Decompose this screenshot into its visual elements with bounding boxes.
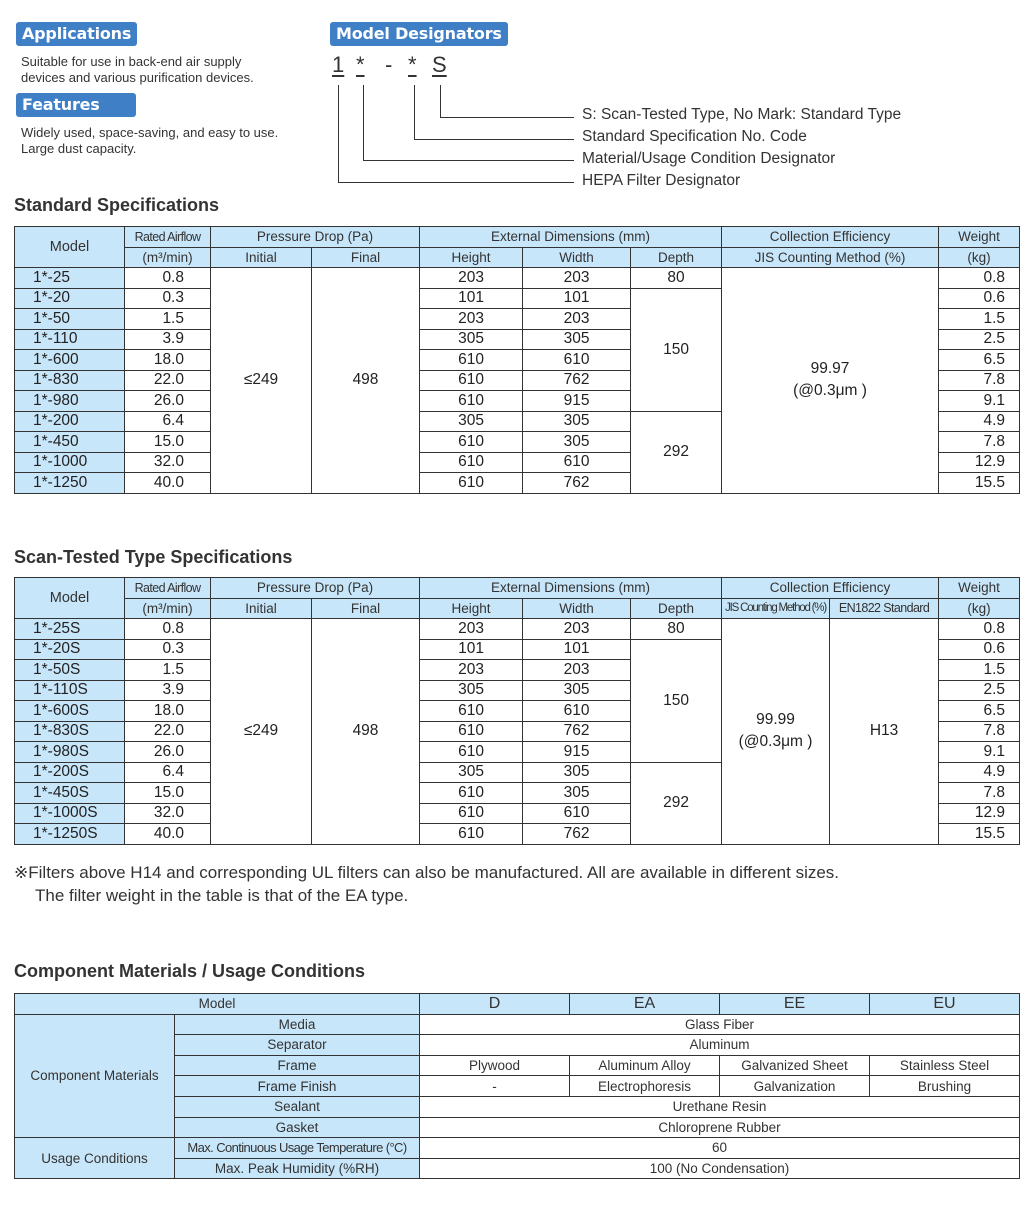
row-label-frame-finish: Frame Finish <box>175 1076 420 1097</box>
header-jis-method: JIS Counting Method (%) <box>722 598 830 619</box>
width-cell: 762 <box>523 824 631 845</box>
model-cell: 1*-1000 <box>15 452 125 473</box>
height-cell: 610 <box>420 803 523 824</box>
row-label-frame: Frame <box>175 1055 420 1076</box>
model-cell: 1*-1000S <box>15 803 125 824</box>
header-external-dimensions: External Dimensions (mm) <box>420 578 722 599</box>
width-cell: 915 <box>523 391 631 412</box>
airflow-cell: 15.0 <box>125 783 211 804</box>
header-width: Width <box>523 598 631 619</box>
height-cell: 610 <box>420 452 523 473</box>
airflow-cell: 26.0 <box>125 391 211 412</box>
weight-cell: 2.5 <box>939 329 1020 350</box>
designator-legend-series: HEPA Filter Designator <box>582 172 741 189</box>
header-collection-efficiency: Collection Efficiency <box>722 227 939 248</box>
height-cell: 610 <box>420 701 523 722</box>
standard-specs-table <box>14 226 1020 494</box>
model-cell: 1*-50 <box>15 309 125 330</box>
weight-cell: 1.5 <box>939 309 1020 330</box>
usage-conditions-group: Usage Conditions <box>15 1138 175 1179</box>
height-cell: 101 <box>420 288 523 309</box>
width-cell: 610 <box>523 803 631 824</box>
depth-cell: 292 <box>631 411 722 493</box>
model-cell: 1*-25 <box>15 268 125 289</box>
model-cell: 1*-1250 <box>15 473 125 494</box>
airflow-cell: 6.4 <box>125 411 211 432</box>
header-external-dimensions: External Dimensions (mm) <box>420 227 722 248</box>
weight-cell: 7.8 <box>939 370 1020 391</box>
pressure-initial-cell: ≤249 <box>211 619 312 845</box>
airflow-cell: 32.0 <box>125 452 211 473</box>
model-cell: 1*-450S <box>15 783 125 804</box>
max-humidity-value: 100 (No Condensation) <box>420 1158 1020 1179</box>
row-label-max-humidity: Max. Peak Humidity (%RH) <box>175 1158 420 1179</box>
width-cell: 305 <box>523 680 631 701</box>
row-label-separator: Separator <box>175 1035 420 1056</box>
model-code-material: * <box>356 52 365 77</box>
table-row <box>15 268 1020 289</box>
height-cell: 203 <box>420 309 523 330</box>
header-model: Model <box>15 578 125 619</box>
model-code-dash: - <box>385 52 393 77</box>
header-height: Height <box>420 247 523 268</box>
features-text-line-1: Widely used, space-saving, and easy to use. <box>21 125 279 140</box>
features-text-line-2: Large dust capacity. <box>21 141 137 156</box>
width-cell: 101 <box>523 639 631 660</box>
airflow-cell: 32.0 <box>125 803 211 824</box>
designator-connector-series <box>338 85 574 183</box>
sealant-value: Urethane Resin <box>420 1096 1020 1117</box>
applications-heading: Applications <box>16 22 137 46</box>
airflow-cell: 18.0 <box>125 701 211 722</box>
width-cell: 101 <box>523 288 631 309</box>
height-cell: 203 <box>420 268 523 289</box>
height-cell: 610 <box>420 432 523 453</box>
width-cell: 203 <box>523 309 631 330</box>
scan-specs-title: Scan-Tested Type Specifications <box>14 547 293 567</box>
model-code-spec: * <box>408 52 417 77</box>
weight-cell: 1.5 <box>939 660 1020 681</box>
frame-value-ea: Aluminum Alloy <box>570 1055 720 1076</box>
depth-cell: 150 <box>631 288 722 411</box>
depth-cell: 292 <box>631 762 722 844</box>
header-jis-method: JIS Counting Method (%) <box>722 247 939 268</box>
header-width: Width <box>523 247 631 268</box>
pressure-initial-cell: ≤249 <box>211 268 312 494</box>
weight-cell: 0.8 <box>939 619 1020 640</box>
airflow-cell: 15.0 <box>125 432 211 453</box>
weight-cell: 7.8 <box>939 721 1020 742</box>
weight-cell: 4.9 <box>939 411 1020 432</box>
height-cell: 610 <box>420 824 523 845</box>
weight-cell: 0.6 <box>939 288 1020 309</box>
frame-finish-value-ee: Galvanization <box>720 1076 870 1097</box>
height-cell: 610 <box>420 391 523 412</box>
model-code-scan: S <box>432 52 447 77</box>
airflow-cell: 40.0 <box>125 824 211 845</box>
model-cell: 1*-50S <box>15 660 125 681</box>
airflow-cell: 26.0 <box>125 742 211 763</box>
weight-cell: 6.5 <box>939 701 1020 722</box>
designator-legend-spec: Standard Specification No. Code <box>582 128 807 145</box>
header-en1822: EN1822 Standard <box>830 598 939 619</box>
designator-legend-scan: S: Scan-Tested Type, No Mark: Standard Type <box>582 106 902 123</box>
model-cell: 1*-200S <box>15 762 125 783</box>
model-cell: 1*-980S <box>15 742 125 763</box>
header-rated-airflow: Rated Airflow <box>125 227 211 248</box>
model-cell: 1*-450 <box>15 432 125 453</box>
weight-cell: 2.5 <box>939 680 1020 701</box>
airflow-cell: 6.4 <box>125 762 211 783</box>
header-height: Height <box>420 598 523 619</box>
airflow-cell: 22.0 <box>125 370 211 391</box>
table-row <box>15 619 1020 640</box>
height-cell: 203 <box>420 619 523 640</box>
height-cell: 610 <box>420 350 523 371</box>
header-depth: Depth <box>631 247 722 268</box>
frame-value-ee: Galvanized Sheet <box>720 1055 870 1076</box>
efficiency-cell <box>722 268 939 494</box>
airflow-cell: 18.0 <box>125 350 211 371</box>
airflow-cell: 3.9 <box>125 680 211 701</box>
table-row <box>15 1138 1020 1159</box>
footnote-text-1: Filters above H14 and corresponding UL filters can also be manufactured. All are available in different sizes. <box>28 863 840 882</box>
weight-cell: 4.9 <box>939 762 1020 783</box>
frame-value-d: Plywood <box>420 1055 570 1076</box>
footnote-line-1 <box>14 861 839 884</box>
airflow-cell: 0.3 <box>125 639 211 660</box>
efficiency-note: (@0.3μm ) <box>738 733 813 751</box>
header-initial: Initial <box>211 247 312 268</box>
designator-legend-material: Material/Usage Condition Designator <box>582 150 836 167</box>
efficiency-value: 99.99 <box>756 711 795 729</box>
model-cell: 1*-25S <box>15 619 125 640</box>
airflow-cell: 22.0 <box>125 721 211 742</box>
media-value: Glass Fiber <box>420 1014 1020 1035</box>
max-temp-value: 60 <box>420 1138 1020 1159</box>
width-cell: 203 <box>523 660 631 681</box>
model-cell: 1*-980 <box>15 391 125 412</box>
weight-cell: 9.1 <box>939 742 1020 763</box>
width-cell: 203 <box>523 268 631 289</box>
model-cell: 1*-600S <box>15 701 125 722</box>
type-header-eu: EU <box>870 994 1020 1015</box>
applications-text-line-1: Suitable for use in back-end air supply <box>21 54 242 69</box>
width-cell: 610 <box>523 701 631 722</box>
pressure-final-cell: 498 <box>312 268 420 494</box>
depth-cell: 80 <box>631 268 722 289</box>
header-airflow-unit: (m³/min) <box>125 247 211 268</box>
materials-header-model: Model <box>15 994 420 1015</box>
en1822-class-cell: H13 <box>830 619 939 845</box>
width-cell: 762 <box>523 370 631 391</box>
height-cell: 610 <box>420 473 523 494</box>
type-header-ea: EA <box>570 994 720 1015</box>
width-cell: 610 <box>523 350 631 371</box>
height-cell: 203 <box>420 660 523 681</box>
model-cell: 1*-20 <box>15 288 125 309</box>
model-code-series: 1 <box>332 52 345 77</box>
width-cell: 762 <box>523 473 631 494</box>
width-cell: 305 <box>523 762 631 783</box>
header-weight: Weight <box>939 227 1020 248</box>
weight-cell: 12.9 <box>939 452 1020 473</box>
footnote-line-2: The filter weight in the table is that of the EA type. <box>35 886 409 905</box>
header-collection-efficiency: Collection Efficiency <box>722 578 939 599</box>
standard-specs-title: Standard Specifications <box>14 195 220 215</box>
footnote <box>14 861 839 907</box>
weight-cell: 7.8 <box>939 783 1020 804</box>
row-label-gasket: Gasket <box>175 1117 420 1138</box>
weight-cell: 15.5 <box>939 473 1020 494</box>
header-pressure-drop: Pressure Drop (Pa) <box>211 227 420 248</box>
airflow-cell: 0.3 <box>125 288 211 309</box>
airflow-cell: 1.5 <box>125 309 211 330</box>
efficiency-note: (@0.3μm ) <box>793 382 867 400</box>
width-cell: 305 <box>523 783 631 804</box>
weight-cell: 9.1 <box>939 391 1020 412</box>
efficiency-value: 99.97 <box>810 360 850 378</box>
depth-cell: 150 <box>631 639 722 762</box>
airflow-cell: 40.0 <box>125 473 211 494</box>
pressure-final-cell: 498 <box>312 619 420 845</box>
frame-value-eu: Stainless Steel <box>870 1055 1020 1076</box>
airflow-cell: 1.5 <box>125 660 211 681</box>
height-cell: 610 <box>420 783 523 804</box>
weight-cell: 12.9 <box>939 803 1020 824</box>
materials-title: Component Materials / Usage Conditions <box>14 961 366 981</box>
model-cell: 1*-110 <box>15 329 125 350</box>
height-cell: 305 <box>420 680 523 701</box>
header-weight-unit: (kg) <box>939 247 1020 268</box>
header-initial: Initial <box>211 598 312 619</box>
height-cell: 610 <box>420 721 523 742</box>
model-cell: 1*-600 <box>15 350 125 371</box>
row-label-sealant: Sealant <box>175 1096 420 1117</box>
header-model: Model <box>15 227 125 268</box>
height-cell: 610 <box>420 742 523 763</box>
frame-finish-value-eu: Brushing <box>870 1076 1020 1097</box>
weight-cell: 0.8 <box>939 268 1020 289</box>
type-header-d: D <box>420 994 570 1015</box>
width-cell: 203 <box>523 619 631 640</box>
features-text <box>21 125 278 157</box>
weight-cell: 6.5 <box>939 350 1020 371</box>
row-label-max-temp: Max. Continuous Usage Temperature (°C) <box>175 1138 420 1159</box>
depth-cell: 80 <box>631 619 722 640</box>
model-designators-heading: Model Designators <box>330 22 508 46</box>
width-cell: 915 <box>523 742 631 763</box>
weight-cell: 0.6 <box>939 639 1020 660</box>
table-row <box>15 1014 1020 1035</box>
header-depth: Depth <box>631 598 722 619</box>
features-heading: Features <box>16 93 136 117</box>
airflow-cell: 0.8 <box>125 268 211 289</box>
width-cell: 305 <box>523 329 631 350</box>
airflow-cell: 3.9 <box>125 329 211 350</box>
type-header-ee: EE <box>720 994 870 1015</box>
model-cell: 1*-20S <box>15 639 125 660</box>
model-cell: 1*-1250S <box>15 824 125 845</box>
row-label-media: Media <box>175 1014 420 1035</box>
weight-cell: 15.5 <box>939 824 1020 845</box>
weight-cell: 7.8 <box>939 432 1020 453</box>
width-cell: 305 <box>523 411 631 432</box>
header-final: Final <box>312 247 420 268</box>
gasket-value: Chloroprene Rubber <box>420 1117 1020 1138</box>
reference-mark-icon: ※ <box>14 863 29 882</box>
height-cell: 305 <box>420 329 523 350</box>
scan-specs-table <box>14 577 1020 845</box>
component-materials-group: Component Materials <box>15 1014 175 1138</box>
width-cell: 305 <box>523 432 631 453</box>
model-cell: 1*-830 <box>15 370 125 391</box>
frame-finish-value-ea: Electrophoresis <box>570 1076 720 1097</box>
model-cell: 1*-110S <box>15 680 125 701</box>
applications-text <box>21 54 254 86</box>
header-pressure-drop: Pressure Drop (Pa) <box>211 578 420 599</box>
height-cell: 305 <box>420 411 523 432</box>
efficiency-cell <box>722 619 830 845</box>
header-final: Final <box>312 598 420 619</box>
width-cell: 610 <box>523 452 631 473</box>
model-cell: 1*-200 <box>15 411 125 432</box>
header-rated-airflow: Rated Airflow <box>125 578 211 599</box>
height-cell: 305 <box>420 762 523 783</box>
airflow-cell: 0.8 <box>125 619 211 640</box>
separator-value: Aluminum <box>420 1035 1020 1056</box>
width-cell: 762 <box>523 721 631 742</box>
frame-finish-value-d: - <box>420 1076 570 1097</box>
materials-table <box>14 993 1020 1179</box>
height-cell: 101 <box>420 639 523 660</box>
header-weight: Weight <box>939 578 1020 599</box>
header-airflow-unit: (m³/min) <box>125 598 211 619</box>
model-cell: 1*-830S <box>15 721 125 742</box>
header-weight-unit: (kg) <box>939 598 1020 619</box>
applications-text-line-2: devices and various purification devices. <box>21 70 254 85</box>
height-cell: 610 <box>420 370 523 391</box>
